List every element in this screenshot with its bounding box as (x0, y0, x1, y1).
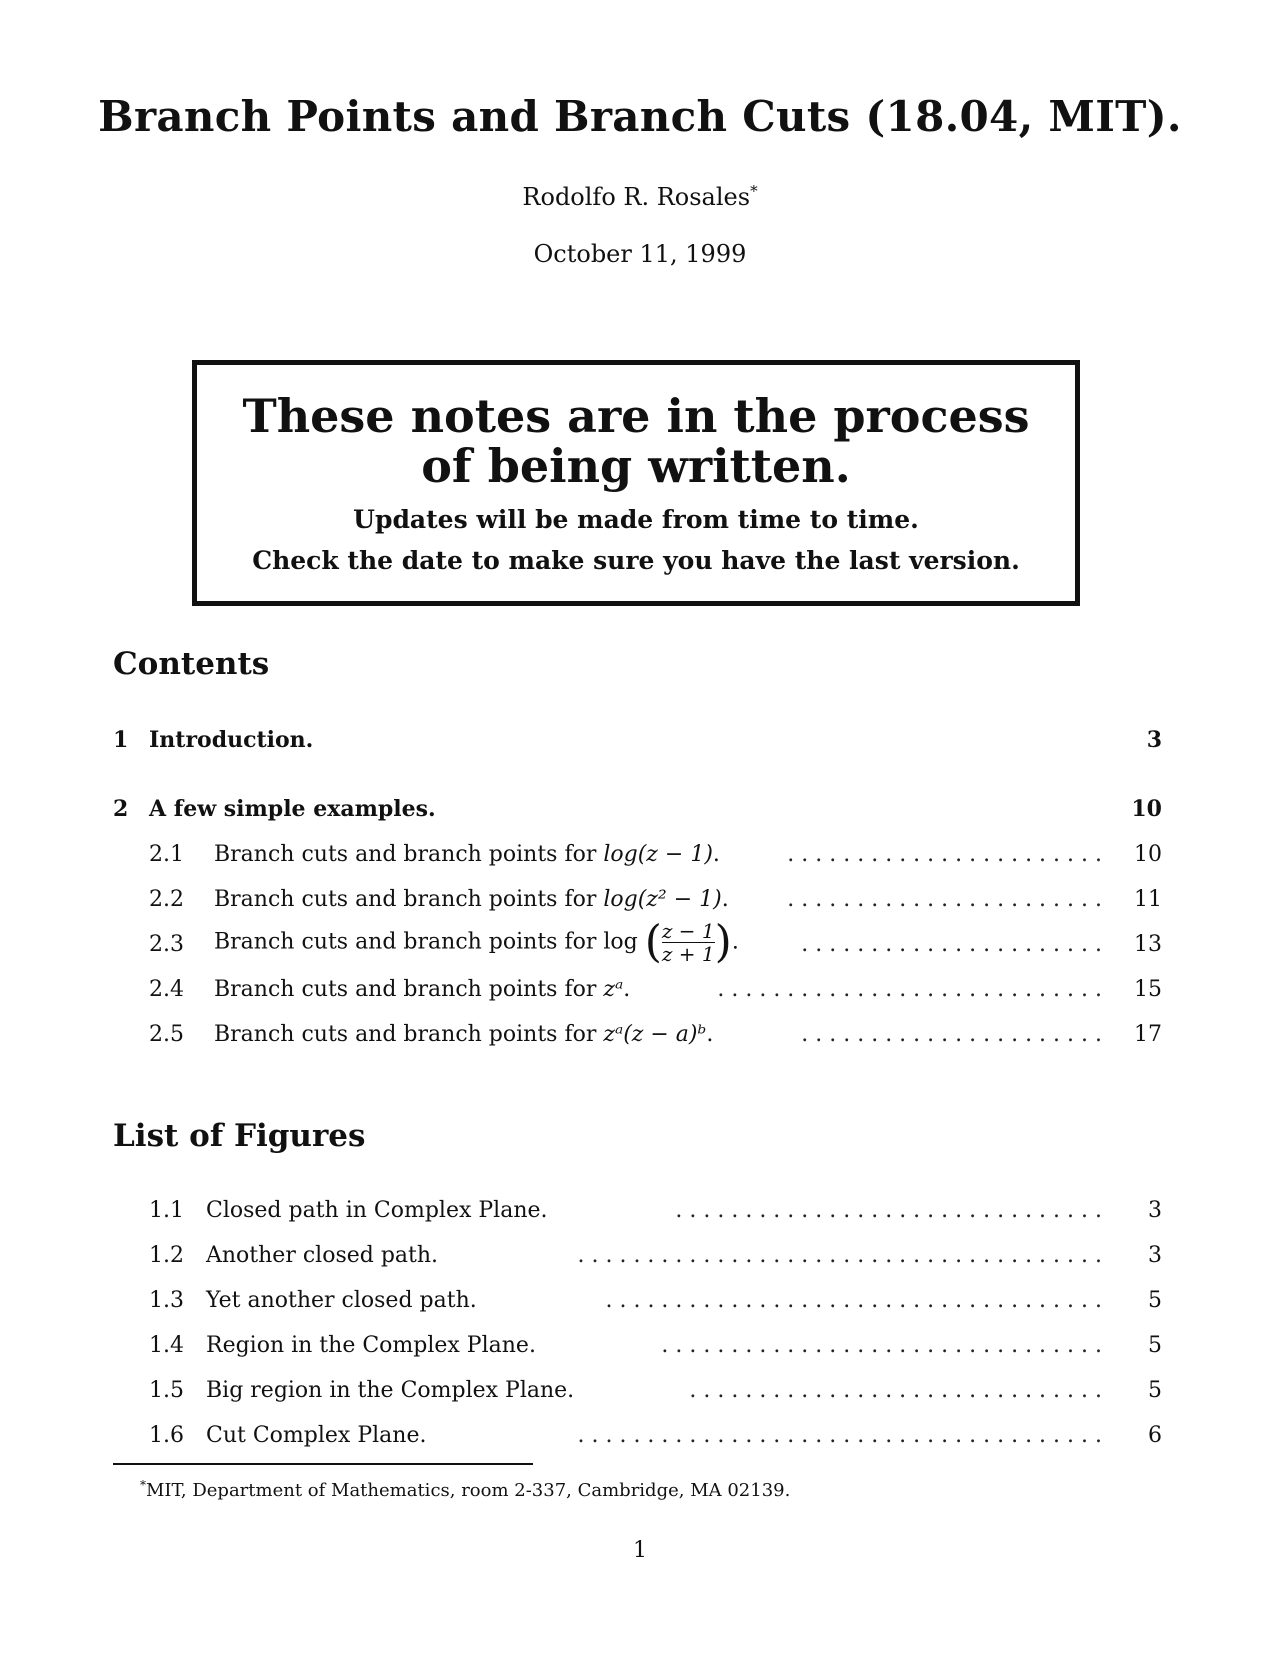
toc-subsection-row[interactable] (0, 842, 1280, 876)
left-paren: ( (644, 916, 662, 968)
figure-page: 5 (1148, 1288, 1162, 1313)
toc-subsection-title-text: Branch cuts and branch points for (214, 887, 597, 912)
toc-subsection-row[interactable] (0, 916, 1280, 980)
toc-subsection-row[interactable] (0, 887, 1280, 921)
paper-date: October 11, 1999 (533, 240, 747, 268)
draft-notice-box (192, 360, 1080, 606)
footnote (140, 1478, 790, 1501)
toc-subsection-title-text: Branch cuts and branch points for (214, 977, 597, 1002)
notice-line-2: Check the date to make sure you have the last version. (252, 546, 1020, 575)
toc-subsection-title-text: Branch cuts and branch points for (214, 842, 597, 867)
figure-title: Closed path in Complex Plane. (206, 1198, 548, 1223)
toc-section-row[interactable] (0, 727, 1280, 761)
paper-title: Branch Points and Branch Cuts (18.04, MIT). (98, 92, 1182, 141)
figure-list-row[interactable] (0, 1243, 1280, 1277)
toc-subsection-page: 11 (1134, 887, 1162, 912)
toc-subsection-page: 13 (1134, 932, 1162, 957)
dot-leader: . . . . . . . . . . . . . . . . . . . . . . (801, 1022, 1102, 1047)
notice-line-1: Updates will be made from time to time. (353, 505, 919, 534)
toc-subsection-math: zᵃ(z − a)ᵇ (603, 1022, 707, 1047)
figure-number: 1.3 (149, 1288, 184, 1313)
figure-page: 5 (1148, 1378, 1162, 1403)
figure-number: 1.5 (149, 1378, 184, 1403)
fraction (662, 920, 715, 965)
dot-leader: . . . . . . . . . . . . . . . . . . . . . . . . . . . . . . . . . . . . (605, 1288, 1102, 1313)
figures-heading: List of Figures (113, 1118, 366, 1154)
toc-subsection-row[interactable] (0, 1022, 1280, 1056)
figure-number: 1.2 (149, 1243, 184, 1268)
fraction-numerator: z − 1 (661, 919, 715, 943)
figure-title: Cut Complex Plane. (206, 1423, 427, 1448)
toc-subsection-row[interactable] (0, 977, 1280, 1011)
notice-headline: These notes are in the process of being written. (242, 389, 1030, 493)
figure-title: Yet another closed path. (206, 1288, 477, 1313)
toc-subsection-page: 15 (1134, 977, 1162, 1002)
dot-leader: . . . . . . . . . . . . . . . . . . . . . . . . . . . . . . . . . . . . . . (577, 1423, 1102, 1448)
toc-section-number: 2 (113, 796, 129, 822)
figure-list-row[interactable] (0, 1423, 1280, 1457)
figure-list-row[interactable] (0, 1198, 1280, 1232)
footnote-mark: * (140, 1478, 146, 1492)
figure-page: 3 (1148, 1243, 1162, 1268)
right-paren: ) (714, 916, 732, 968)
toc-subsection-math: zᵃ (603, 977, 624, 1002)
toc-section-row[interactable] (0, 796, 1280, 830)
toc-subsection-number: 2.4 (149, 977, 184, 1002)
figure-title: Region in the Complex Plane. (206, 1333, 536, 1358)
figure-list-row[interactable] (0, 1333, 1280, 1367)
toc-section-number: 1 (113, 727, 129, 753)
dot-leader: . . . . . . . . . . . . . . . . . . . . . . . . . . . . . . . (675, 1198, 1102, 1223)
figure-title: Another closed path. (206, 1243, 439, 1268)
toc-subsection-page: 10 (1134, 842, 1162, 867)
toc-subsection-page: 17 (1134, 1022, 1162, 1047)
toc-subsection-math: log(z − 1) (603, 842, 713, 867)
toc-subsection-number: 2.5 (149, 1022, 184, 1047)
toc-subsection-number: 2.3 (149, 932, 184, 957)
footnote-rule (113, 1463, 533, 1465)
fraction-denominator: z + 1 (661, 942, 715, 966)
dot-leader: . . . . . . . . . . . . . . . . . . . . . . . . . . . . (717, 977, 1102, 1002)
page-number: 1 (633, 1538, 647, 1563)
figure-page: 3 (1148, 1198, 1162, 1223)
toc-subsection-title-text: Branch cuts and branch points for (214, 1022, 597, 1047)
dot-leader: . . . . . . . . . . . . . . . . . . . . . . . . . . . . . . . . (661, 1333, 1102, 1358)
figure-title: Big region in the Complex Plane. (206, 1378, 575, 1403)
toc-subsection-title: Branch cuts and branch points for log ( $\frac{z - 1}{z + 1}$ ). (214, 916, 739, 968)
dot-leader: . . . . . . . . . . . . . . . . . . . . . . (801, 932, 1102, 957)
figure-list-row[interactable] (0, 1288, 1280, 1322)
contents-heading: Contents (113, 646, 270, 682)
toc-subsection-title: Branch cuts and branch points for zᵃ. (214, 977, 631, 1002)
toc-subsection-title: Branch cuts and branch points for log(z² − 1). (214, 887, 729, 912)
figure-number: 1.6 (149, 1423, 184, 1448)
figure-number: 1.1 (149, 1198, 184, 1223)
toc-section-page: 3 (1146, 727, 1162, 753)
toc-section-page: 10 (1131, 796, 1162, 822)
toc-section-title: A few simple examples. (149, 796, 436, 822)
toc-subsection-number: 2.2 (149, 887, 184, 912)
author-footnote-mark: * (750, 182, 758, 200)
figure-number: 1.4 (149, 1333, 184, 1358)
author-name: Rodolfo R. Rosales (522, 183, 751, 211)
toc-subsection-title-text: Branch cuts and branch points for (214, 929, 597, 955)
figure-page: 5 (1148, 1333, 1162, 1358)
footnote-text: MIT, Department of Mathematics, room 2-337, Cambridge, MA 02139. (146, 1480, 791, 1501)
toc-subsection-math: log(z² − 1) (603, 887, 722, 912)
figure-page: 6 (1148, 1423, 1162, 1448)
dot-leader: . . . . . . . . . . . . . . . . . . . . . . . . . . . . . . (689, 1378, 1102, 1403)
dot-leader: . . . . . . . . . . . . . . . . . . . . . . . (787, 842, 1102, 867)
figure-list-row[interactable] (0, 1378, 1280, 1412)
toc-subsection-title: Branch cuts and branch points for zᵃ(z − a)ᵇ. (214, 1022, 714, 1047)
toc-subsection-number: 2.1 (149, 842, 184, 867)
dot-leader: . . . . . . . . . . . . . . . . . . . . . . . (787, 887, 1102, 912)
toc-subsection-math-fn: log (603, 929, 638, 955)
toc-section-title: Introduction. (149, 727, 314, 753)
toc-subsection-title: Branch cuts and branch points for log(z − 1). (214, 842, 720, 867)
author-line (0, 182, 1280, 211)
dot-leader: . . . . . . . . . . . . . . . . . . . . . . . . . . . . . . . . . . . . . . (577, 1243, 1102, 1268)
